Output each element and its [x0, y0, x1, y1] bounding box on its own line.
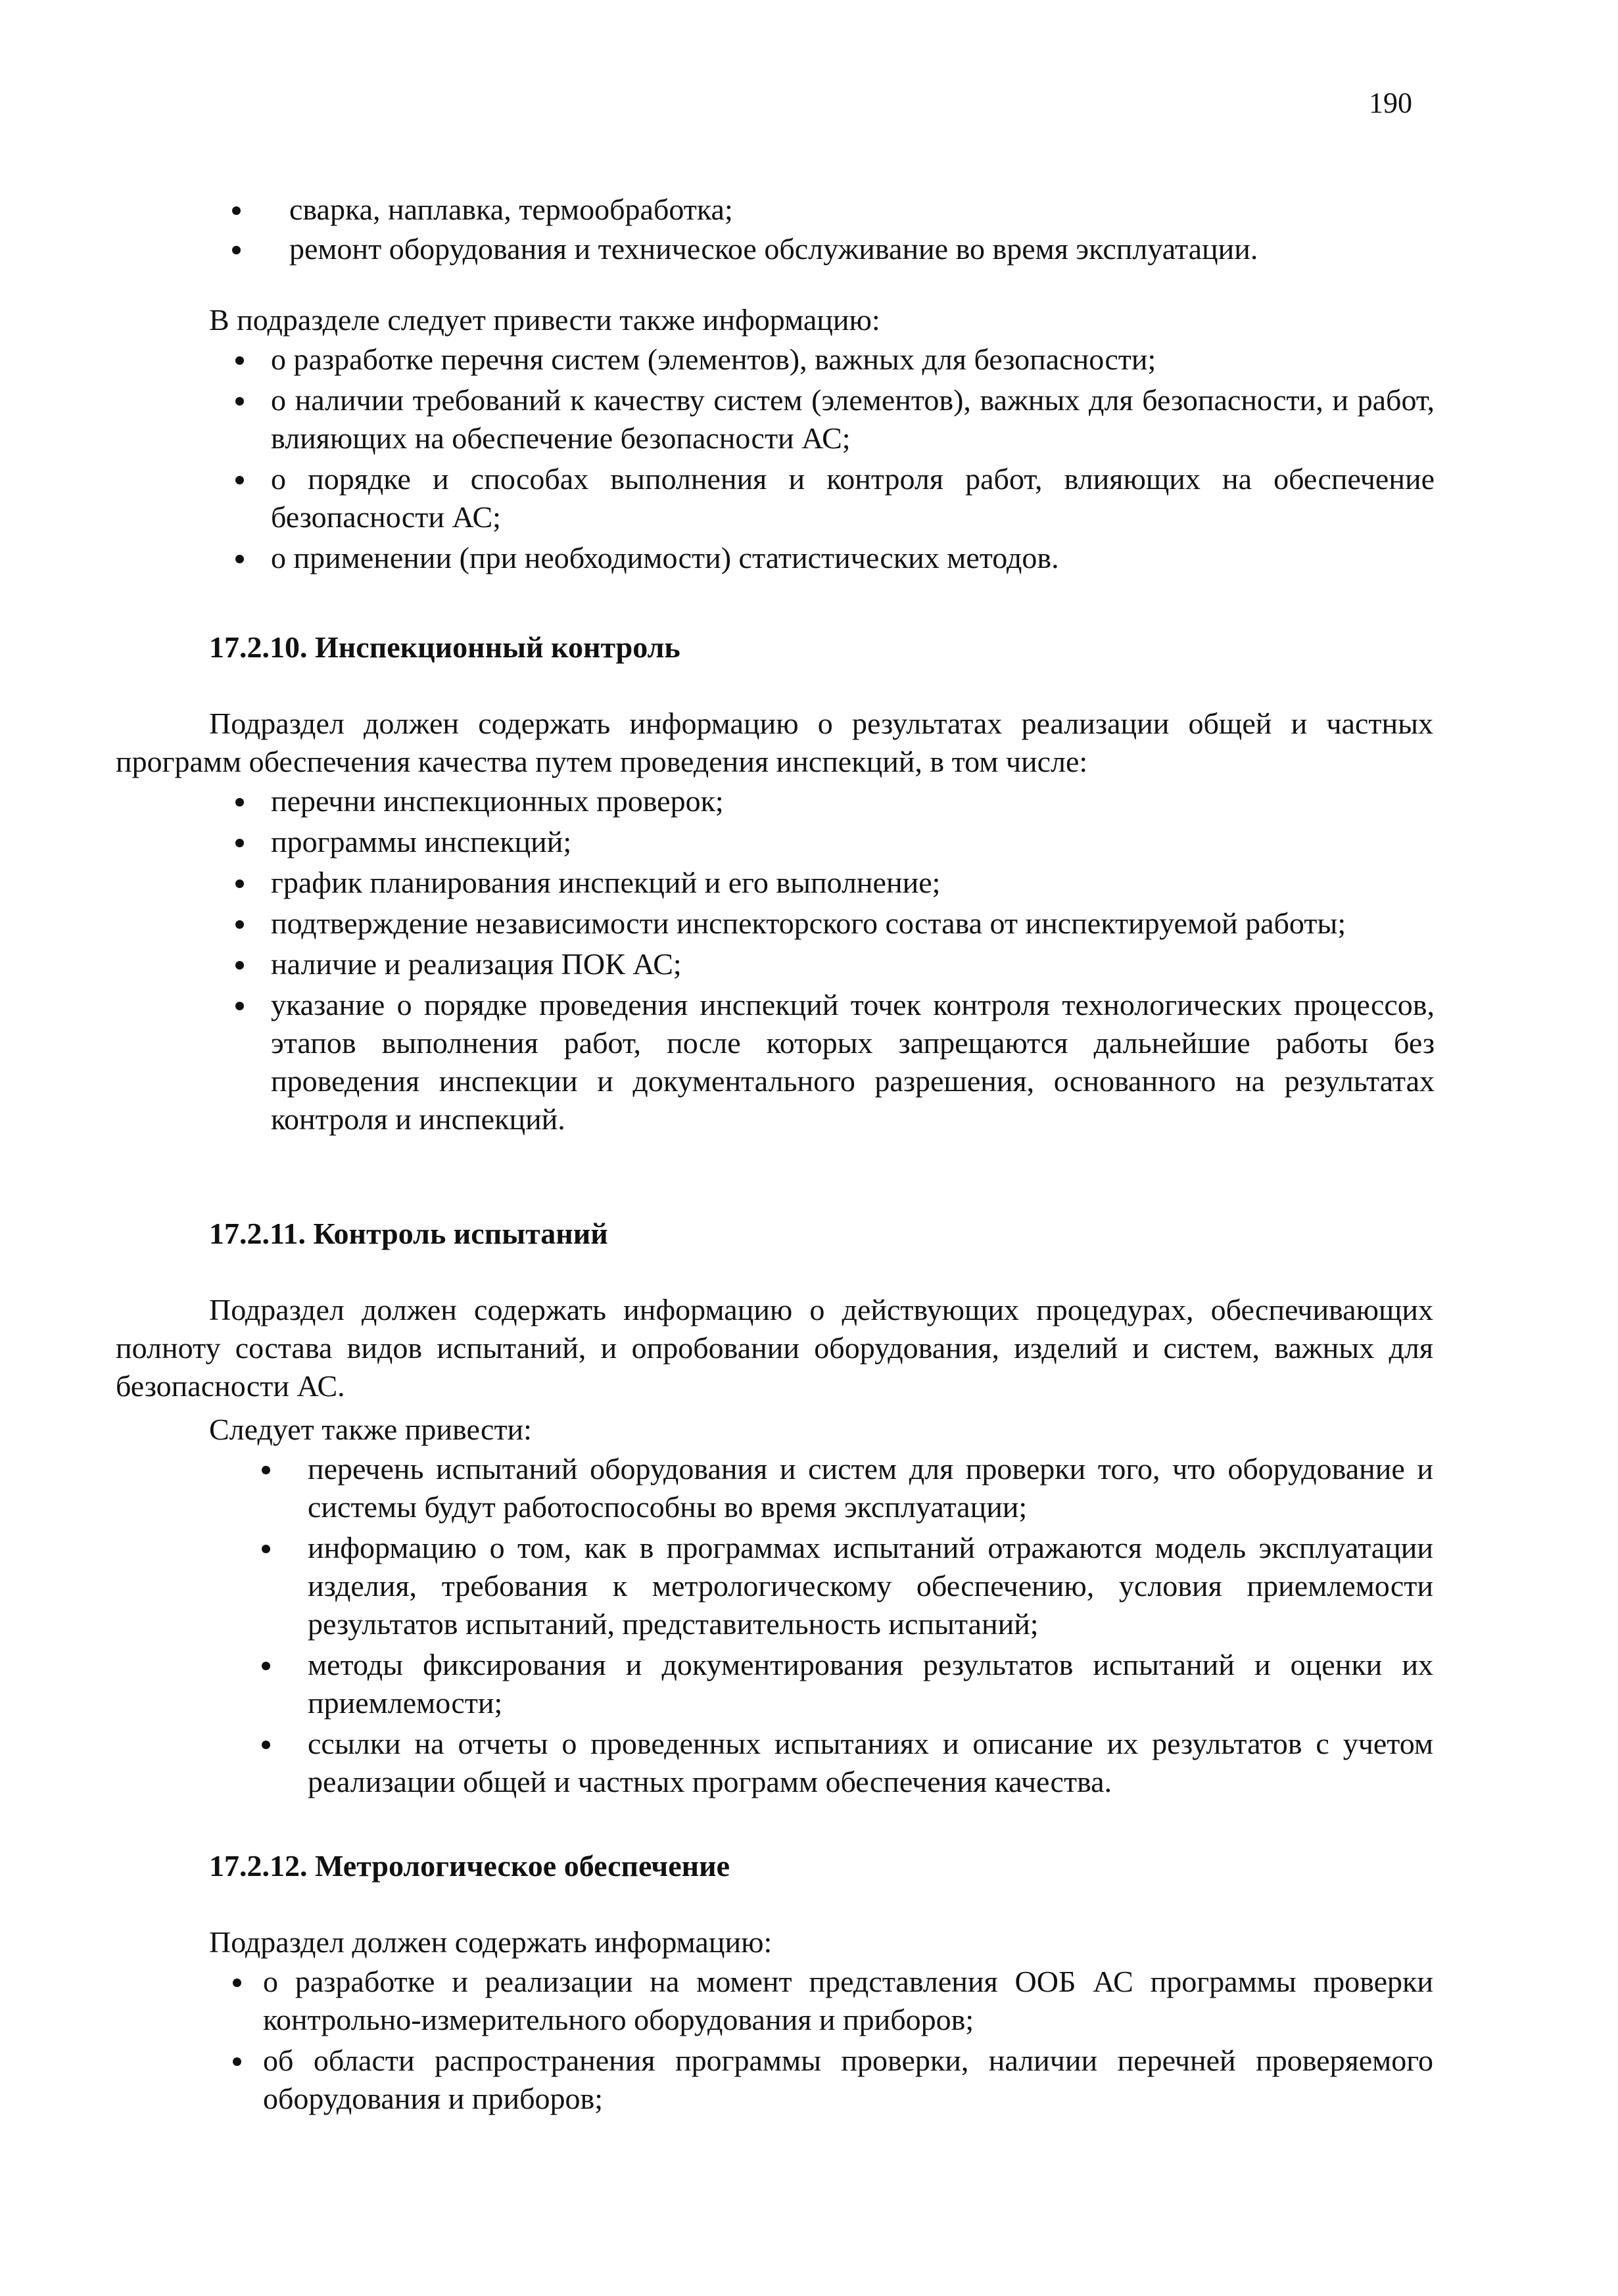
bullet-icon	[233, 2057, 241, 2066]
list-item	[289, 191, 1433, 229]
list-item	[308, 1450, 1433, 1526]
page-number: 190	[1369, 87, 1412, 119]
list-item	[289, 230, 1433, 268]
list-item-text: о разработке перечня систем (элементов), важных для безопасности;	[271, 342, 1156, 376]
section-heading: 17.2.10. Инспекционный контроль	[209, 630, 680, 664]
section-heading: 17.2.12. Метрологическое обеспечение	[209, 1849, 730, 1883]
bullet-icon	[235, 798, 244, 807]
list-item-text: о применении (при необходимости) статистических методов.	[271, 541, 1059, 574]
list-item-text: указание о порядке проведения инспекций точек контроля технологических процессов, этапов выполнения работ, после которых запрещаются дальнейшие работы без проведения инспекции и документального разрешения, основанного на результатах контроля и инспекций.	[271, 988, 1435, 1136]
intro-list	[271, 340, 1435, 577]
section-paragraph: Подраздел должен содержать информацию о действующих процедурах, обеспечивающих полноту состава видов испытаний, и опробовании оборудования, изделий и систем, важных для безопасности АС.	[116, 1293, 1433, 1403]
bullet-icon	[233, 1979, 241, 1987]
top-bullet-list	[289, 191, 1433, 268]
list-item-text: ремонт оборудования и техническое обслуживание во время эксплуатации.	[289, 232, 1258, 266]
bullet-icon	[235, 839, 244, 847]
bullet-icon	[235, 920, 244, 929]
list-item	[263, 2042, 1433, 2118]
list-item	[263, 1963, 1433, 2039]
list-item-text: об области распространения программы проверки, наличии перечней проверяемого оборудования и приборов;	[263, 2044, 1433, 2115]
intro-lead: В подразделе следует привести также информацию:	[209, 303, 880, 337]
section-paragraph: Подраздел должен содержать информацию о результатах реализации общей и частных программ обеспечения качества путем проведения инспекций, в том числе:	[116, 707, 1433, 778]
section-10-list	[271, 782, 1435, 1138]
bullet-icon	[262, 1466, 270, 1474]
list-item	[271, 945, 1435, 983]
list-item-text: о разработке и реализации на момент представления ООБ АС программы проверки контрольно-измерительного оборудования и приборов;	[263, 1965, 1433, 2036]
list-item-text: подтверждение независимости инспекторского состава от инспектируемой работы;	[271, 906, 1346, 940]
bullet-icon	[235, 879, 244, 888]
section-11-list	[308, 1450, 1433, 1801]
list-item-text: наличие и реализация ПОК АС;	[271, 947, 682, 981]
bullet-icon	[235, 397, 244, 406]
bullet-icon	[235, 356, 244, 365]
list-item-text: график планирования инспекций и его выполнение;	[271, 866, 941, 899]
list-item	[271, 340, 1435, 379]
bullet-icon	[232, 246, 241, 254]
bullet-icon	[235, 961, 244, 970]
section-heading: 17.2.11. Контроль испытаний	[209, 1217, 608, 1250]
list-item	[271, 381, 1435, 457]
bullet-icon	[235, 1002, 244, 1010]
list-item	[271, 986, 1435, 1138]
list-item-text: перечни инспекционных проверок;	[271, 784, 724, 818]
list-item-text: сварка, наплавка, термообработка;	[289, 193, 733, 226]
list-item-text: информацию о том, как в программах испытаний отражаются модель эксплуатации изделия, требования к метрологическому обеспечению, условия приемлемости результатов испытаний, представительность испытаний;	[308, 1531, 1433, 1641]
list-item	[271, 782, 1435, 820]
section-12-list	[263, 1963, 1433, 2118]
section-lead: Следует также привести:	[209, 1413, 532, 1446]
list-item	[308, 1646, 1433, 1722]
list-item-text: ссылки на отчеты о проведенных испытаниях и описание их результатов с учетом реализации общей и частных программ обеспечения качества.	[308, 1727, 1433, 1798]
list-item	[271, 823, 1435, 861]
list-item	[271, 460, 1435, 536]
list-item-text: методы фиксирования и документирования результатов испытаний и оценки их приемлемости;	[308, 1648, 1433, 1720]
list-item	[271, 904, 1435, 943]
bullet-icon	[235, 555, 244, 563]
list-item-text: перечень испытаний оборудования и систем для проверки того, что оборудование и системы будут работоспособны во время эксплуатации;	[308, 1452, 1433, 1524]
list-item	[271, 864, 1435, 902]
list-item	[271, 539, 1435, 577]
bullet-icon	[262, 1545, 270, 1553]
bullet-icon	[262, 1741, 270, 1749]
list-item-text: программы инспекций;	[271, 825, 572, 858]
bullet-icon	[262, 1662, 270, 1670]
list-item-text: о порядке и способах выполнения и контроля работ, влияющих на обеспечение безопасности АС;	[271, 462, 1435, 534]
section-lead: Подраздел должен содержать информацию:	[209, 1925, 773, 1959]
list-item	[308, 1529, 1433, 1643]
list-item-text: о наличии требований к качеству систем (элементов), важных для безопасности, и работ, влияющих на обеспечение безопасности АС;	[271, 383, 1435, 455]
bullet-icon	[232, 206, 241, 215]
list-item	[308, 1725, 1433, 1801]
bullet-icon	[235, 476, 244, 484]
